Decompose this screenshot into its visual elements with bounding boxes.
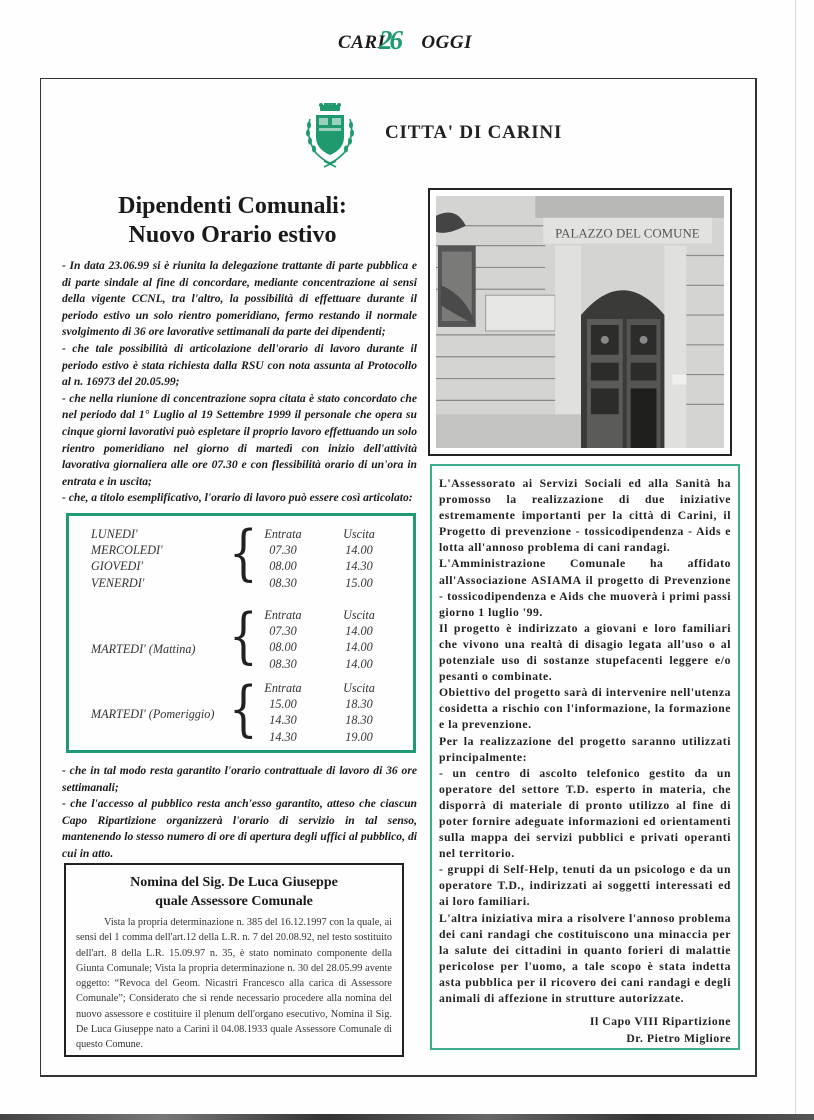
logo-suffix: OGGI <box>421 32 472 53</box>
uscita-header: Uscita <box>343 608 375 622</box>
time-value: 18.30 <box>345 713 373 728</box>
article-paragraph: Obiettivo del progetto sarà di intervenire nell'utenza cosidetta a rischio con l'informazione, la formazione e la prevenzione. <box>439 686 731 732</box>
signature <box>439 1013 731 1047</box>
time-value: 19.00 <box>345 729 373 744</box>
article-paragraph: L'altra iniziativa mira a risolvere l'annoso problema dei cani randagi che costituiscono una minaccia per la salute dei cittadini in quanto forieri di malattie pericolose per l'uomo, a tale scopo è stata indetta asta pubblica per il ricovero dei cani randagi e degli animali di affezione in strutture autorizzate. <box>439 911 731 1005</box>
headline-line-1: Dipendenti Comunali: <box>118 193 347 219</box>
uscita-column <box>329 526 389 591</box>
signature-name: Dr. Pietro Migliore <box>626 1032 731 1046</box>
article-paragraph: - che, a titolo esemplificativo, l'orario di lavoro può essere così articolato: <box>62 491 413 505</box>
day-label: MARTEDI' (Pomeriggio) <box>91 707 215 721</box>
day-label: GIOVEDI' <box>91 559 144 574</box>
time-value: 14.30 <box>269 729 297 744</box>
page-edge <box>795 0 796 1120</box>
nomina-box <box>64 863 404 1057</box>
entrata-column <box>253 526 313 591</box>
article-paragraph: - che tale possibilità di articolazione dell'orario di lavoro durante il periodo estivo è stata richiesta dalla RSU con nota assunta al Protocollo al n. 16973 del 20.05.99; <box>62 341 417 389</box>
time-value: 14.00 <box>345 543 373 558</box>
uscita-header: Uscita <box>343 681 375 695</box>
coat-of-arms-icon <box>302 103 358 169</box>
time-value: 15.00 <box>269 697 297 712</box>
entrata-header: Entrata <box>264 608 302 622</box>
article-paragraph: - che l'accesso al pubblico resta anch'esso garantito, atteso che ciascun Capo Ripartizione organizzerà l'orario di servizio in tal senso, mantenendo lo stesso numero di ore di apertura degli uffici al pubblico, di cui in atto. <box>62 797 417 860</box>
article-paragraph: - gruppi di Self-Help, tenuti da un psicologo e da un operatore T.D., indirizzati ai soggetti interessati ed ai loro familiari. <box>439 863 731 909</box>
day-label: VENERDI' <box>91 575 145 590</box>
scan-edge <box>0 1114 814 1120</box>
time-value: 08.30 <box>269 656 297 671</box>
time-value: 14.00 <box>345 624 373 639</box>
brace-icon: { <box>229 601 258 671</box>
time-value: 08.00 <box>269 559 297 574</box>
issue-number: 26 <box>379 25 400 55</box>
entrata-column <box>253 680 313 745</box>
newspaper-logo <box>338 25 472 55</box>
masthead <box>0 0 814 78</box>
time-value: 14.00 <box>345 656 373 671</box>
time-value: 15.00 <box>345 575 373 590</box>
day-label: MARTEDI' (Mattina) <box>91 642 196 656</box>
article-body-intro <box>62 258 417 507</box>
logo-prefix: CARI <box>338 32 386 53</box>
uscita-header: Uscita <box>343 527 375 541</box>
time-value: 07.30 <box>269 543 297 558</box>
entrata-header: Entrata <box>264 681 302 695</box>
article-paragraph: Per la realizzazione del progetto saranno utilizzati principalmente: <box>439 734 731 764</box>
time-value: 18.30 <box>345 697 373 712</box>
time-value: 07.30 <box>269 624 297 639</box>
inscription-text: PALAZZO DEL COMUNE <box>555 226 700 241</box>
servizi-sociali-box <box>430 464 740 1050</box>
article-paragraph: - In data 23.06.99 si è riunita la delegazione trattante di parte pubblica e di parte sindale al fine di concordare, mediante concentrazione ai sensi della vigente CCNL, tra l'altro, la possibilità di effettuare durante il periodo estivo un solo rientro pomeridiano, fermo restando il normale svolgimento di 36 ore lavorative settimanali da parte dei dipendenti; <box>62 259 417 339</box>
town-hall-photo <box>428 188 732 456</box>
nomina-title-line-2: quale Assessore Comunale <box>155 894 313 909</box>
nomina-title-line-1: Nomina del Sig. De Luca Giuseppe <box>130 875 338 890</box>
time-value: 08.00 <box>269 640 297 655</box>
time-value: 14.30 <box>345 559 373 574</box>
entrata-column <box>253 607 313 672</box>
day-label: LUNEDI' <box>91 527 138 541</box>
article-headline <box>60 192 405 250</box>
article-body-closing <box>62 763 417 863</box>
headline-line-2: Nuovo Orario estivo <box>128 222 337 248</box>
time-value: 14.00 <box>345 640 373 655</box>
brace-icon: { <box>229 674 258 744</box>
uscita-column <box>329 607 389 672</box>
article-paragraph: - un centro di ascolto telefonico gestito da un operatore del settore T.D. esperto in materia, che disporrà di materiale di pronto utilizzo al fine di poter fornire adeguate informazioni ed orientamenti sulla mappa dei servizi pubblici e privati operanti nel territorio. <box>439 766 731 861</box>
time-value: 14.30 <box>269 713 297 728</box>
time-value: 08.30 <box>269 575 297 590</box>
nomina-title <box>76 873 392 911</box>
article-paragraph: L'Assessorato ai Servizi Sociali ed alla Sanità ha promosso la realizzazione di due iniziative estremamente importanti per la città di Carini, il Progetto di prevenzione - tossicodipendenza - Aids e lotta all'annoso problema di cani randagi. <box>439 477 731 555</box>
article-paragraph: - che in tal modo resta garantito l'orario contrattuale di lavoro di 36 ore settimanali; <box>62 764 417 794</box>
schedule-box <box>66 513 416 753</box>
article-paragraph: L'Amministrazione Comunale ha affidato all'Associazione ASIAMA il progetto di Prevenzione - tossicodipendenza e Aids che muoverà i primi passi giorno 1 luglio '99. <box>439 557 731 619</box>
article-paragraph: - che nella riunione di concentrazione sopra citata è stato concordato che nel periodo dal 1° Luglio al 19 Settembre 1999 il personale che opera su cinque giorni lavorativi può espletare il proprio lavoro effettuando un solo rientro pomeridiano nel giorno di martedì con inizio dell'attività lavorativa giornaliera alle ore 07.30 e con flessibilità orario di un'ora in entrata e in uscita; <box>62 391 417 488</box>
city-title: CITTA' DI CARINI <box>385 122 563 143</box>
uscita-column <box>329 680 389 745</box>
day-label: MERCOLEDI' <box>91 543 163 558</box>
signature-title: Il Capo VIII Ripartizione <box>589 1015 731 1029</box>
brace-icon: { <box>229 518 258 588</box>
nomina-body: Vista la propria determinazione n. 385 del 16.12.1997 con la quale, ai sensi del 1 comma dell'art.12 della L.R. n. 7 del 20.08.92, nel testo sostituito dell'art. 8 della L.R. 15.09.97 n. 35, è stato nominato componente della Giunta Comunale; Vista la propria determinazione n. 30 del 28.05.99 avente oggetto: “Revoca del Geom. Nicastri Francesco alla carica di Assessore Comunale”; Considerato che si rende necessario procedere alla nomina del nuovo assessore e costituire il plenum dell'organo esecutivo, Nomina il Sig. De Luca Giuseppe nato a Carini il 04.08.1933 quale Assessore Comunale di questo Comune. <box>76 917 392 1051</box>
building-facade-image <box>436 196 724 448</box>
entrata-header: Entrata <box>264 527 302 541</box>
article-paragraph: Il progetto è indirizzato a giovani e loro familiari che vivono una realtà di disagio legata all'uso o al potenziale uso di sostanze stupefacenti leggere e/o pesanti o combinate. <box>439 621 731 684</box>
